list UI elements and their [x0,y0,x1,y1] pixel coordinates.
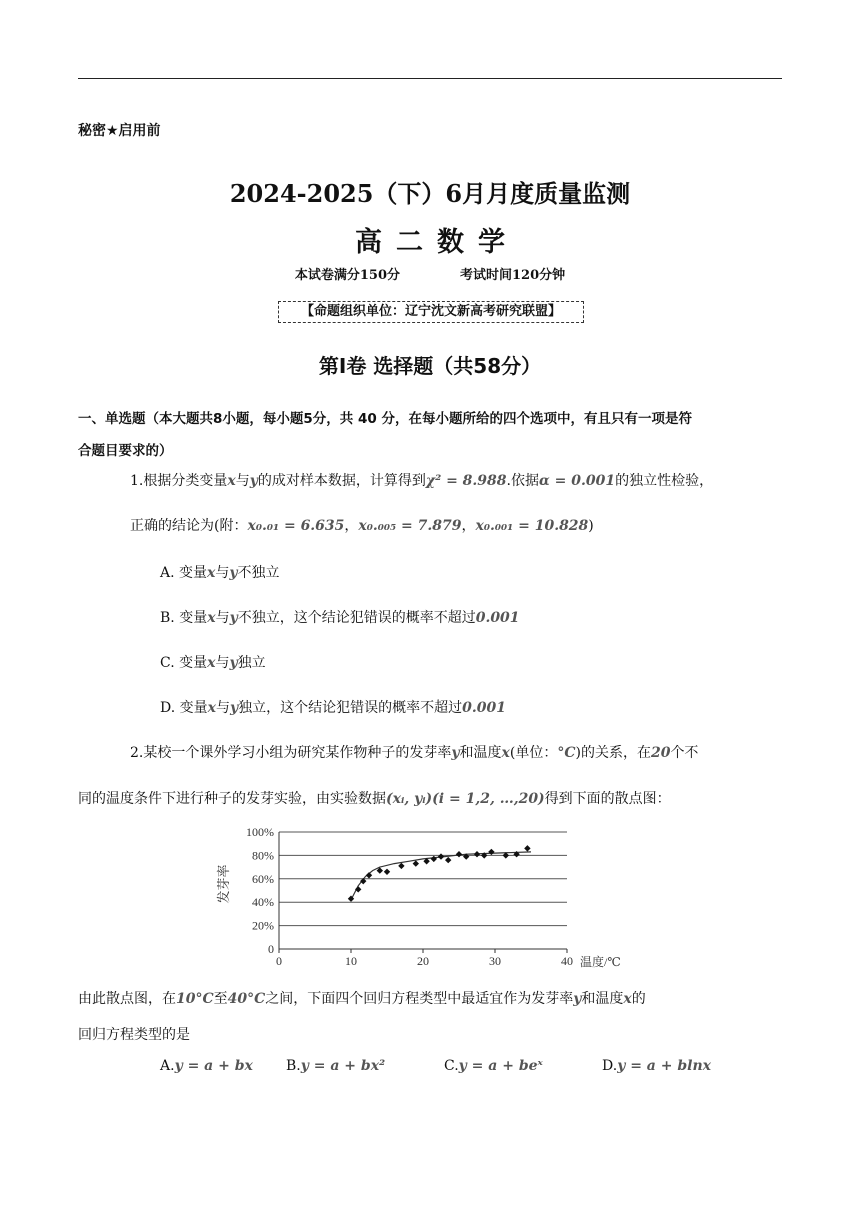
exam-time: 考试时间120分钟 [460,268,566,283]
y-tick-label: 0 [268,942,274,956]
q1-line1: 1.根据分类变量x与y的成对样本数据，计算得到χ² = 8.988.依据α = 0.001的独立性检验， [130,473,714,489]
germination-scatter-chart [212,818,642,978]
q1-option-b: B. 变量x与y不独立，这个结论犯错误的概率不超过0.001 [160,610,520,626]
x-tick-label: 0 [276,954,282,968]
data-point [355,886,361,892]
section1-line2: 合题目要求的） [78,443,173,459]
exam-meta [0,264,860,283]
x-tick-label: 30 [489,954,501,968]
y-tick-label: 20% [252,918,274,933]
q2-line3: 由此散点图，在10°C至40°C之间，下面四个回归方程类型中最适宜作为发芽率y和温度x的 [78,991,646,1007]
q1-option-a: A. 变量x与y不独立 [160,565,280,581]
data-point [413,860,419,866]
x-tick-labels [276,954,573,968]
y-tick-label: 60% [252,871,274,886]
data-point [524,845,530,851]
q1-option-d: D. 变量x与y独立，这个结论犯错误的概率不超过0.001 [160,700,506,716]
data-points [348,845,531,902]
q2-option-d: D.y = a + blnx [602,1058,711,1074]
secret-label: 秘密★启用前 [78,123,161,139]
q2-line1: 2.某校一个课外学习小组为研究某作物种子的发芽率y和温度x(单位：°C)的关系，在20个不 [130,745,699,761]
q1-line2: 正确的结论为(附：x₀.₀₁ = 6.635，x₀.₀₀₅ = 7.879，x₀.₀₀₁ = 10.828) [130,518,594,534]
y-tick-labels [246,825,274,956]
y-tick-label: 100% [246,825,274,839]
q2-option-b: B.y = a + bx² [286,1058,386,1074]
x-tick-label: 20 [417,954,429,968]
top-rule [78,78,782,79]
data-point [474,851,480,857]
y-axis-label: 发芽率 [216,864,231,904]
data-point [445,857,451,863]
data-point [366,872,372,878]
x-tick-label: 10 [345,954,357,968]
y-tick-label: 80% [252,848,274,863]
chart-grid [279,832,567,953]
data-point [438,853,444,859]
data-point [398,863,404,869]
section1-line1: 一、单选题（本大题共8小题，每小题5分，共 40 分，在每小题所给的四个选项中，有且只有一项是符 [78,411,692,427]
x-tick-label: 40 [561,954,573,968]
data-point [431,856,437,862]
data-point [456,851,462,857]
q2-option-c: C.y = a + beˣ [444,1058,543,1074]
exam-title: 2024-2025（下）6月月度质量监测 [229,179,631,208]
q2-line2: 同的温度条件下进行种子的发芽实验，由实验数据(xᵢ, yᵢ)(i = 1,2, …,20)得到下面的散点图： [78,791,671,807]
y-tick-label: 40% [252,895,274,910]
data-point [384,869,390,875]
q2-option-a: A.y = a + bx [160,1058,253,1074]
x-axis-label: 温度/℃ [580,955,621,969]
q1-option-c: C. 变量x与y独立 [160,655,266,671]
full-score: 本试卷满分150分 [294,268,400,283]
subject-title: 高二数学 [355,227,519,258]
section1-instructions [78,403,788,467]
part1-title: 第Ⅰ卷 选择题（共58分） [318,354,542,378]
q2-line4: 回归方程类型的是 [78,1027,190,1043]
data-point [488,849,494,855]
organizer-box: 【命题组织单位：辽宁沈文新高考研究联盟】 [278,301,584,323]
